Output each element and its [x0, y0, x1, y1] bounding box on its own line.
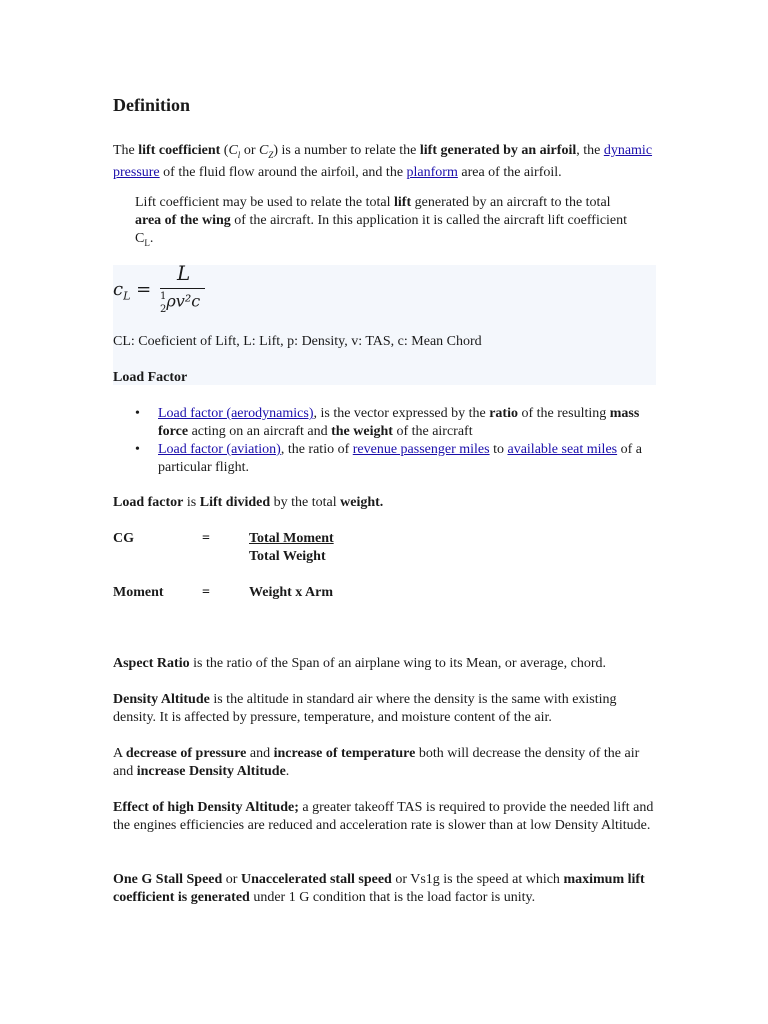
text: of the aircraft: [392, 424, 473, 439]
moment-value: Weight x Arm: [249, 585, 333, 600]
symbol: C: [228, 143, 238, 158]
link-load-factor-aerodynamics[interactable]: Load factor (aerodynamics): [158, 406, 314, 421]
high-density-altitude-paragraph: [113, 799, 658, 835]
cg-denominator: Total Weight: [249, 549, 326, 564]
symbol: C: [258, 143, 269, 158]
symbol-sub: Z: [268, 149, 274, 160]
text: both will decrease the density of the air and: [113, 746, 640, 779]
bold-text: mass force: [158, 406, 640, 439]
denominator-terms: ρv²c: [166, 291, 201, 311]
formula-numerator: L: [177, 261, 191, 285]
text: (: [220, 143, 229, 158]
bold-text: Lift divided: [199, 495, 271, 510]
moment-label: Moment: [113, 585, 164, 600]
text: , the: [576, 143, 604, 158]
text: A: [113, 746, 126, 761]
text: under 1 G condition that is the load factor is unity.: [249, 890, 536, 905]
formula-subscript: L: [123, 289, 131, 303]
text: generated by an aircraft to the total: [411, 195, 611, 210]
indented-paragraph: [135, 194, 635, 252]
formula-symbol: c: [113, 279, 124, 300]
half-numerator: 1: [160, 291, 167, 302]
cg-numerator: Total Moment: [249, 531, 334, 546]
bold-text: increase Density Altitude: [136, 764, 286, 779]
text: Lift coefficient may be used to relate the total: [135, 195, 395, 210]
link-load-factor-aviation[interactable]: Load factor (aviation): [158, 442, 281, 457]
list-item: [113, 441, 658, 477]
bold-text: ratio: [489, 406, 518, 421]
load-factor-list: [113, 405, 658, 477]
text: a greater takeoff TAS is required to provide the needed lift and the engines efficiencies are reduced and acceleration rate is slower than at low Density Altitude.: [113, 800, 654, 833]
equals-sign: =: [202, 531, 210, 546]
text: to: [489, 442, 508, 457]
text: acting on an aircraft and: [188, 424, 332, 439]
aspect-ratio-paragraph: [113, 655, 658, 673]
load-factor-definition: [113, 494, 383, 512]
subscript: L: [144, 237, 150, 248]
moment-formula: [113, 584, 513, 602]
text: and: [246, 746, 274, 761]
cg-formula: [113, 530, 513, 570]
stall-speed-paragraph: [113, 871, 658, 907]
bold-text: Aspect Ratio: [113, 656, 190, 671]
half-denominator: 2: [160, 304, 167, 315]
bold-text: maximum lift coefficient is generated: [113, 872, 645, 905]
density-altitude-paragraph: [113, 691, 658, 727]
link-available-seat-miles[interactable]: available seat miles: [507, 442, 618, 457]
text: The: [113, 143, 139, 158]
text: of the fluid flow around the airfoil, and the: [159, 164, 407, 180]
text: or: [240, 143, 259, 158]
list-item: [113, 405, 658, 441]
equals-sign: =: [202, 585, 210, 600]
load-factor-heading: Load Factor: [113, 370, 188, 385]
bold-text: lift coefficient: [138, 143, 221, 158]
text: , is the vector expressed by the: [313, 406, 490, 421]
pressure-temperature-paragraph: [113, 745, 658, 781]
text: is: [183, 495, 200, 510]
text: of the resulting: [517, 406, 610, 421]
text: or: [222, 872, 241, 887]
bold-text: Unaccelerated stall speed: [240, 872, 392, 887]
shaded-block: [113, 265, 656, 385]
bold-text: decrease of pressure: [125, 746, 247, 761]
text: of the aircraft. In this application it is called the aircraft lift coefficient C: [135, 213, 628, 246]
section-title: Definition: [113, 95, 191, 115]
formula-legend: CL: Coeficient of Lift, L: Lift, p: Density, v: TAS, c: Mean Chord: [113, 334, 482, 349]
text: or Vs1g is the speed at which: [391, 872, 564, 887]
bold-text: increase of temperature: [273, 746, 416, 761]
text: , the ratio of: [280, 442, 353, 457]
link-revenue-passenger-miles[interactable]: revenue passenger miles: [352, 442, 490, 457]
bold-text: weight.: [340, 495, 384, 510]
intro-paragraph: [113, 142, 658, 182]
bold-text: Density Altitude: [113, 692, 210, 707]
text: .: [149, 231, 154, 246]
bold-text: Load factor: [113, 495, 184, 510]
formula-lhs: [113, 279, 151, 303]
bold-text: Effect of high Density Altitude;: [113, 800, 299, 815]
text: of a particular flight.: [158, 442, 642, 475]
text: by the total: [270, 495, 341, 510]
cg-label: CG: [113, 531, 134, 546]
text: is the ratio of the Span of an airplane wing to its Mean, or average, chord.: [189, 656, 606, 671]
bold-text: lift generated by an airfoil: [419, 143, 577, 158]
text: ) is a number to relate the: [273, 143, 420, 158]
text: area of the airfoil.: [457, 164, 562, 180]
equals-sign: =: [130, 279, 152, 300]
text: is the altitude in standard air where the density is the same with existing density. It is affected by pressure, temperature, and moisture content of the air.: [113, 692, 617, 725]
formula-denominator: [160, 289, 200, 315]
symbol-sub: l: [237, 149, 241, 160]
bold-text: lift: [394, 195, 412, 210]
link-planform[interactable]: planform: [406, 164, 458, 180]
link-dynamic-pressure[interactable]: dynamic pressure: [113, 143, 653, 180]
text: .: [285, 764, 290, 779]
bold-text: the weight: [331, 424, 393, 439]
bold-text: area of the wing: [135, 213, 231, 228]
bold-text: One G Stall Speed: [113, 872, 223, 887]
